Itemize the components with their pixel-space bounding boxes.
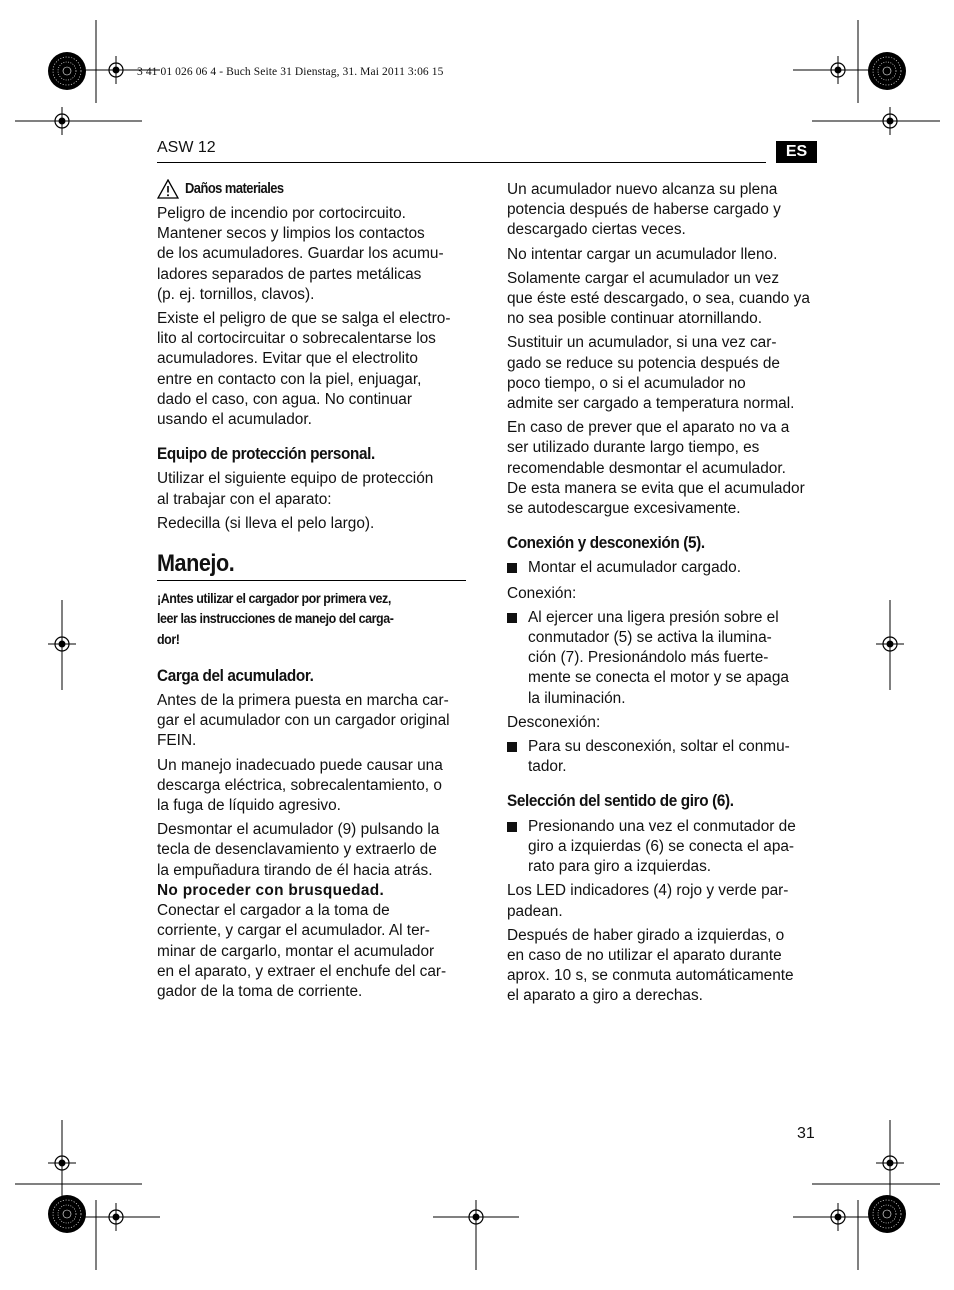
text-line: en caso de no utilizar el aparato durante [507,946,782,964]
text-line: giro a izquierdas (6) se conecta el apa- [528,837,795,855]
text-line: potencia después de haberse cargado y [507,201,781,219]
text-line: corriente, y cargar el acumulador. Al ter- [157,922,430,940]
text-line: ser utilizado durante largo tiempo, es [507,439,760,457]
paragraph-first-charge [157,691,469,752]
text-line: ción (7). Presionándolo más fuerte- [528,649,769,667]
text-line: Después de haber girado a izquierdas, o [507,926,785,944]
text-line: tador. [528,758,567,776]
text-line: Desmontar el acumulador (9) pulsando la [157,821,440,839]
text-line: Solamente cargar el acumulador un vez [507,269,780,287]
text-line: Sustituir un acumulador, si una vez car- [507,334,777,352]
text-line: aprox. 10 s, se conmuta automáticamente [507,967,794,985]
text-line: (p. ej. tornillos, clavos). [157,285,315,303]
text-line: padean. [507,902,563,920]
paragraph-led [507,881,819,921]
text-line: leer las instrucciones de manejo del carga- [157,611,394,628]
print-info-line: 3 41 01 026 06 4 - Buch Seite 31 Dienstag, 31. Mai 2011 3:06 15 [137,66,444,78]
right-column [507,180,819,1011]
text-line: Presionando una vez el conmutador de [528,817,796,835]
text-line: la empuñadura tirando de él hacia atrás. [157,861,433,879]
text-line: Mantener secos y limpios los contactos [157,225,425,243]
text-line: de los acumuladores. Guardar los acumu- [157,245,444,263]
paragraph-auto-switch [507,926,819,1007]
paragraph-protection [157,469,469,509]
language-badge: ES [776,141,817,163]
text-line: Peligro de incendio por cortocircuito. [157,205,406,222]
text-line: Al ejercer una ligera presión sobre el [528,608,779,626]
warning-heading [157,176,469,202]
text-line: recomendable desmontar el acumulador. [507,459,786,477]
text-line: acumuladores. Evitar que el electrolito [157,350,418,368]
paragraph-charge-discharged [507,269,819,330]
bullet-marker [507,558,528,579]
paragraph-replace-battery [507,333,819,414]
text-line: lito al cortocircuitar o sobrecalentarse los [157,330,436,348]
text-line: Los LED indicadores (4) rojo y verde par- [507,882,789,900]
header-rule [157,162,766,163]
text-line: no sea posible continuar atornillando. [507,310,762,328]
paragraph-misuse [157,756,469,817]
text-line: Para su desconexión, soltar el conmu- [528,738,790,756]
paragraph-storage [507,418,819,519]
paragraph-full-battery [507,245,819,265]
text-line: entre en contacto con la piel, enjuagar, [157,370,422,388]
text-line: en el aparato, y extraer el enchufe del car- [157,962,447,980]
bold-warning-line: No proceder con brusquedad. [157,881,385,899]
text-line: admite ser cargado a temperatura normal. [507,395,795,413]
paragraph-hairnet [157,514,469,534]
text-line: Conectar el cargador a la toma de [157,902,390,920]
text-line: FEIN. [157,732,197,750]
text-line: tecla de desenclavamiento y extraerlo de [157,841,437,859]
text-line: usando el acumulador. [157,411,312,429]
text-line: se autodescargue excesivamente. [507,500,741,518]
text-line: Existe el peligro de que se salga el electro- [157,310,451,328]
text-line: gar el acumulador con un cargador original [157,712,450,730]
paragraph-new-battery [507,180,819,241]
text-line: dado el caso, con agua. No continuar [157,390,412,408]
warning-title: Daños materiales [185,179,284,197]
bullet-marker [507,608,528,709]
bullet-item [507,558,819,579]
text-line: poco tiempo, o si el acumulador no [507,374,746,392]
text-line: Un acumulador nuevo alcanza su plena [507,181,778,198]
page-number: 31 [797,1125,815,1142]
bullet-item [507,737,819,777]
bullet-item [507,817,819,878]
heading-connection: Conexión y desconexión (5). [507,533,705,553]
left-column [157,176,469,1006]
text-line: conmutador (5) se activa la ilumina- [528,629,772,647]
text-line: mente se conecta el motor y se apaga [528,669,789,687]
text-line: la iluminación. [528,689,626,707]
text-line: ladores separados de partes metálicas [157,265,422,283]
text-line: Un manejo inadecuado puede causar una [157,756,443,774]
text-line: la fuga de líquido agresivo. [157,797,341,815]
heading-rotation: Selección del sentido de giro (6). [507,791,734,811]
text-line: ¡Antes utilizar el cargador por primera vez, [157,591,391,608]
heading-manejo: Manejo. [157,550,235,578]
text-line: al trabajar con el aparato: [157,490,332,508]
paragraph-connect-charger [157,901,469,1002]
paragraph-fire-risk [157,204,469,305]
text-line: gador de la toma de corriente. [157,982,363,1000]
text-line: gado se reduce su potencia después de [507,354,780,372]
bold-notice [157,589,432,650]
text-line: que éste esté descargado, o sea, cuando ya [507,290,810,308]
text-line: En caso de prever que el aparato no va a [507,419,790,437]
header-model: ASW 12 [157,139,216,156]
text-line: minar de cargarlo, montar el acumulador [157,942,435,960]
text-line: el aparato a giro a derechas. [507,987,703,1005]
heading-rule [157,580,466,581]
bullet-item [507,608,819,709]
label-disconnection: Desconexión: [507,713,601,731]
text-line: descarga eléctrica, sobrecalentamiento, o [157,776,442,794]
text-line: descargado ciertas veces. [507,221,686,239]
bullet-marker [507,817,528,878]
bullet-marker [507,737,528,777]
warning-icon [157,179,179,199]
label-connection: Conexión: [507,584,577,602]
text-line: No intentar cargar un acumulador lleno. [507,245,778,263]
text-line: dor! [157,631,180,648]
text-line: Utilizar el siguiente equipo de protección [157,470,434,488]
text-line: De esta manera se evita que el acumulador [507,479,805,497]
heading-protection: Equipo de protección personal. [157,444,375,464]
text-line: Montar el acumulador cargado. [528,559,742,577]
paragraph-remove-battery [157,820,469,901]
text-line: Redecilla (si lleva el pelo largo). [157,514,375,532]
text-line: Antes de la primera puesta en marcha car- [157,692,449,710]
paragraph-electrolyte [157,309,469,430]
text-line: rato para giro a izquierdas. [528,858,712,876]
heading-charge: Carga del acumulador. [157,665,314,685]
